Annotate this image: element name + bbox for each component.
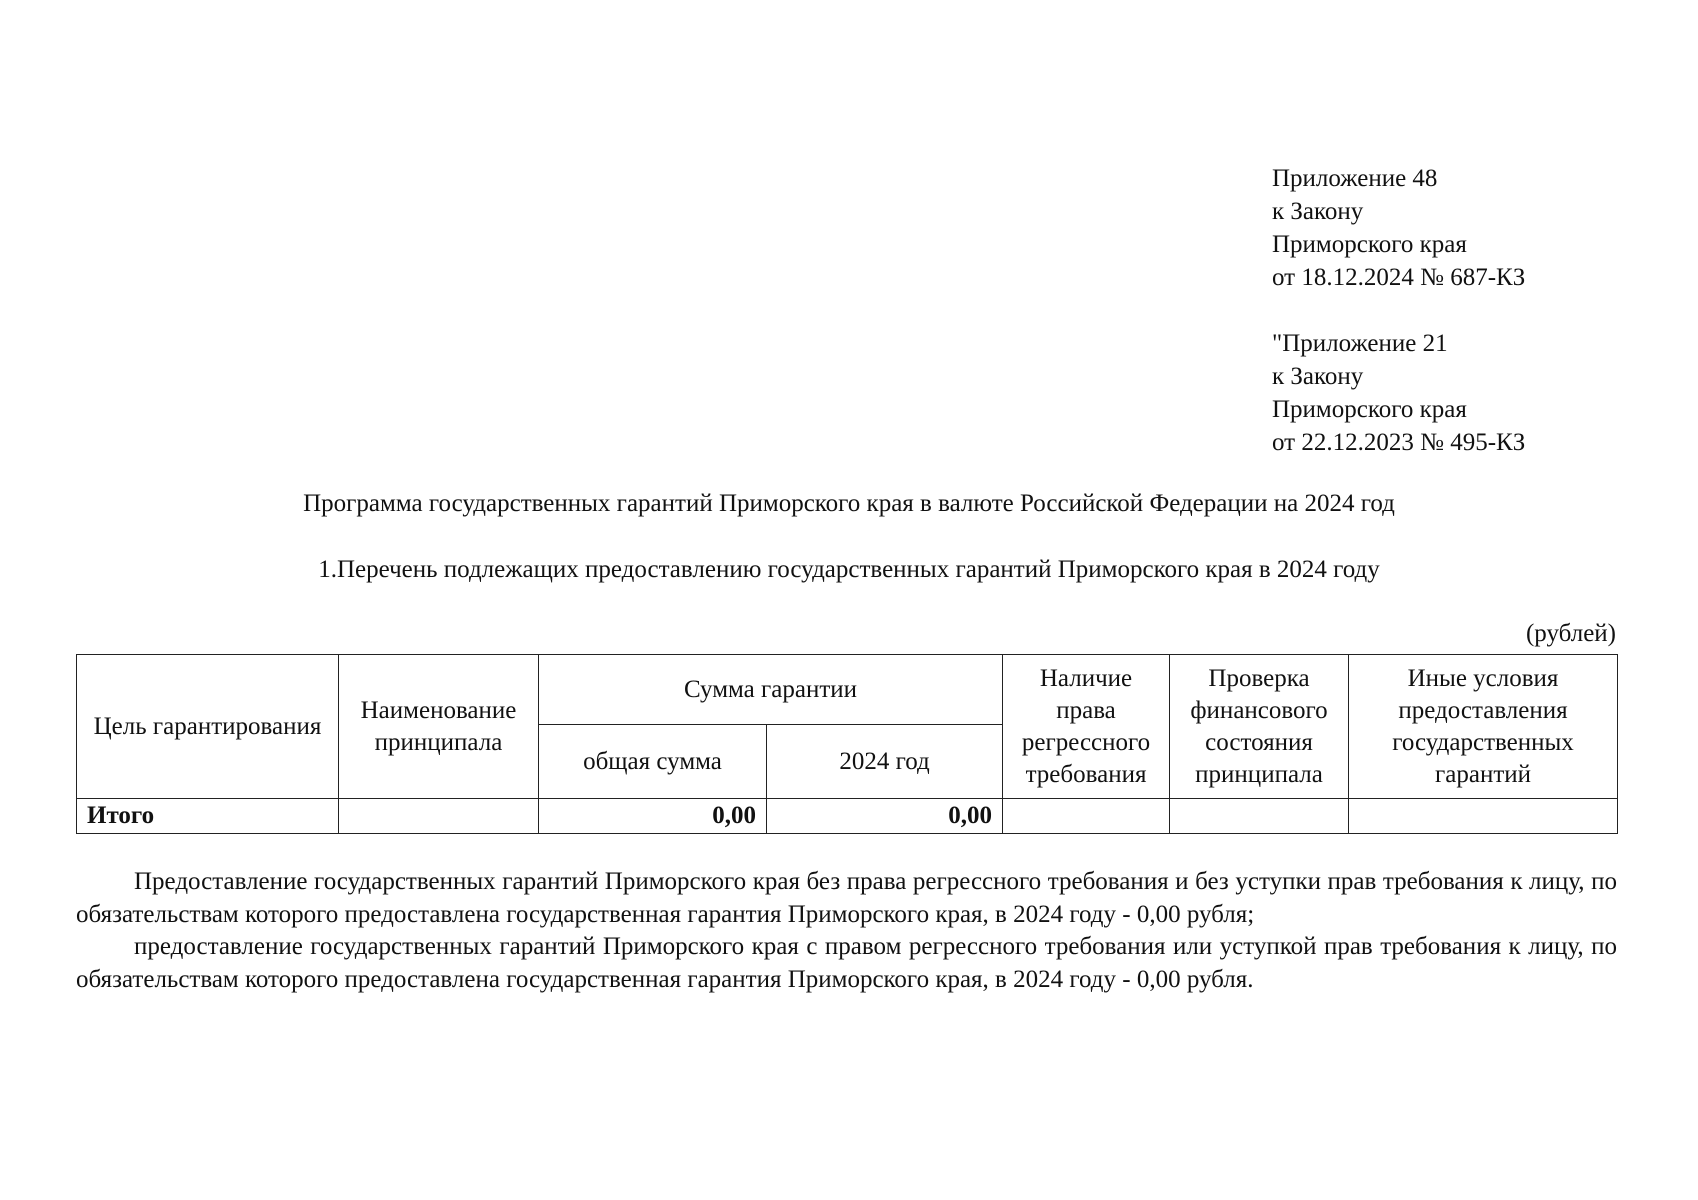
total-sum-year: 0,00 [767,799,1003,834]
appendix-header-line: к Закону [1272,198,1364,225]
total-sum: 0,00 [539,799,767,834]
appendix-header-line: к Закону [1272,363,1364,390]
body-text [76,866,1617,996]
section-title: 1.Перечень подлежащих предоставлению государственных гарантий Приморского края в 2024 году [318,556,1380,583]
paragraph: Предоставление государственных гарантий Приморского края без права регрессного требования и без уступки прав требования к лицу, по обязательствам которого предоставлена государственная гарантия Приморского края, в 2024 году - 0,00 рубля; [76,868,1617,928]
guarantees-table [76,654,1618,834]
header-sum-total: общая сумма [539,725,767,799]
unit-label: (рублей) [1525,620,1616,647]
header-other: Иные условия предоставления государственных гарантий [1349,655,1618,799]
appendix-header [1272,162,1525,459]
paragraph: предоставление государственных гарантий Приморского края с правом регрессного требования или уступкой прав требования к лицу, по обязательствам которого предоставлена государственная гарантия Приморского края, в 2024 году - 0,00 рубля. [76,933,1617,993]
appendix-header-line: Приморского края [1272,231,1467,258]
appendix-header-line: Приложение 48 [1272,165,1438,192]
total-check [1170,799,1349,834]
header-sum: Сумма гарантии [539,655,1003,725]
total-principal [339,799,539,834]
total-regress [1003,799,1170,834]
appendix-header-line: от 22.12.2023 № 495-КЗ [1272,429,1526,456]
appendix-header-line: "Приложение 21 [1272,330,1448,357]
total-other [1349,799,1618,834]
appendix-header-line: Приморского края [1272,396,1467,423]
header-regress: Наличие права регрессного требования [1003,655,1170,799]
table-row [77,799,1618,834]
total-label: Итого [77,799,339,834]
header-sum-year: 2024 год [767,725,1003,799]
header-principal: Наименование принципала [339,655,539,799]
document-title: Программа государственных гарантий Приморского края в валюте Российской Федерации на 2024 год [303,490,1395,517]
header-goal: Цель гарантирования [77,655,339,799]
header-check: Проверка финансового состояния принципала [1170,655,1349,799]
table-header-row [77,655,1618,725]
appendix-header-line: от 18.12.2024 № 687-КЗ [1272,264,1526,291]
header-spacer [1272,294,1525,327]
